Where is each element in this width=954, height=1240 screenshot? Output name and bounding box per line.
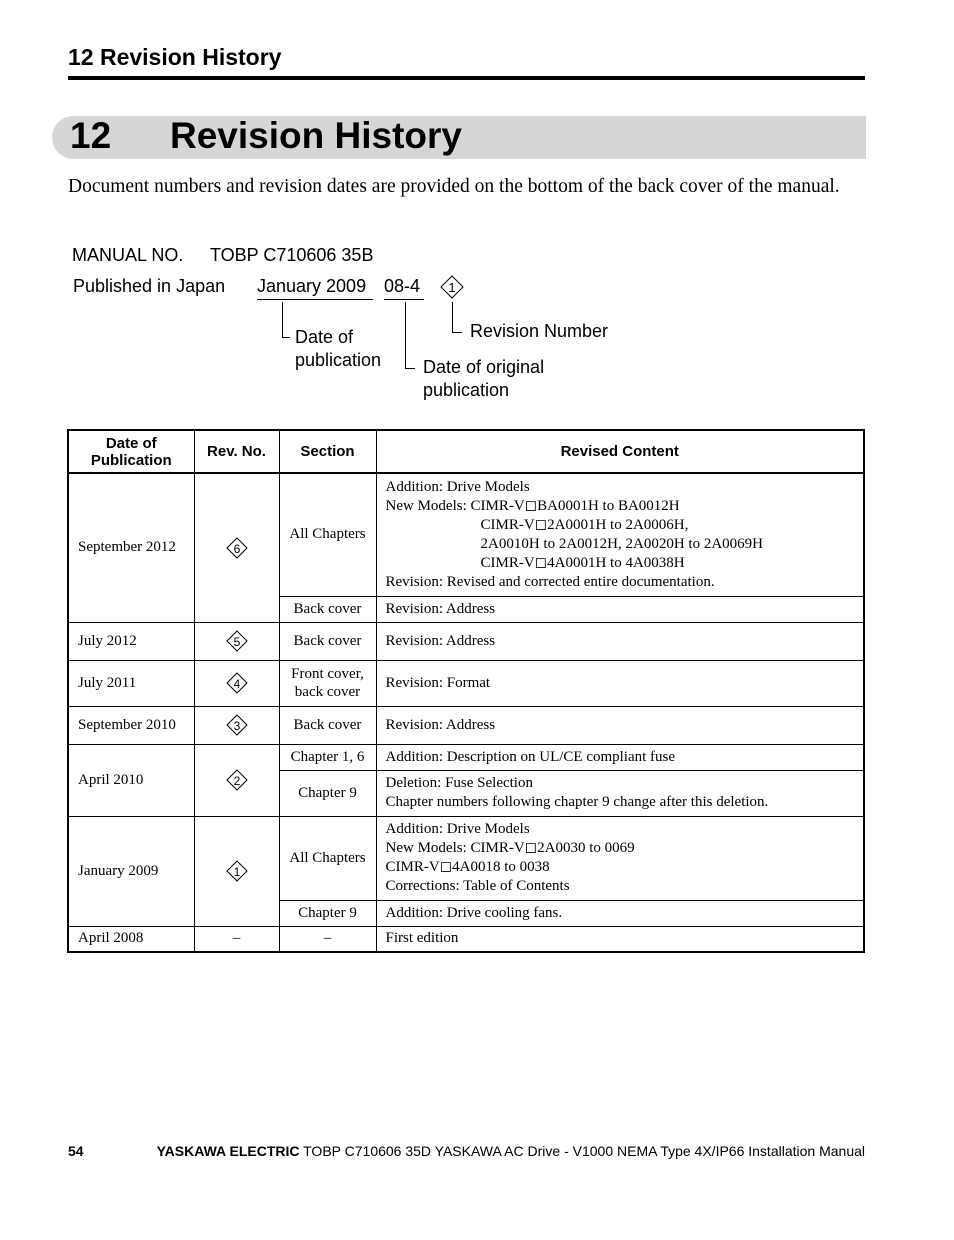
intro-paragraph: Document numbers and revision dates are provided on the bottom of the back cover of the manual. xyxy=(68,176,840,197)
footer-text xyxy=(157,1143,865,1159)
rev-callout-tick xyxy=(452,332,462,333)
header-revised-content: Revised Content xyxy=(376,430,864,473)
publication-date: January 2009 xyxy=(257,276,367,296)
cell-section: All Chapters xyxy=(279,473,376,596)
revision-6-icon xyxy=(226,537,248,559)
cell-content: Addition: Description on UL/CE compliant fuse xyxy=(376,744,864,770)
cell-rev xyxy=(194,622,279,660)
content-line: New Models: CIMR-V◻BA0001H to BA0012H xyxy=(385,497,680,514)
section-line: Front cover, xyxy=(291,666,364,682)
cell-content xyxy=(376,816,864,900)
table-row xyxy=(68,660,864,706)
cell-content: Addition: Drive cooling fans. xyxy=(376,900,864,926)
table-row xyxy=(68,706,864,744)
revision-4-icon xyxy=(226,672,248,694)
cell-rev xyxy=(194,473,279,622)
content-line: New Models: CIMR-V◻2A0030 to 0069 xyxy=(385,840,635,856)
revision-number-icon xyxy=(440,275,464,299)
cell-rev xyxy=(194,706,279,744)
footer-brand: YASKAWA ELECTRIC xyxy=(156,1143,300,1159)
cell-content: Revision: Format xyxy=(376,660,864,706)
svg-text:2: 2 xyxy=(233,774,240,788)
cell-date: July 2011 xyxy=(68,660,194,706)
header-rev-no: Rev. No. xyxy=(194,430,279,473)
table-row xyxy=(68,744,864,770)
cell-content: Revision: Address xyxy=(376,622,864,660)
callout-orig-line1: Date of original xyxy=(423,357,545,377)
callout-date-line1: Date of xyxy=(295,327,354,347)
svg-text:1: 1 xyxy=(233,865,240,879)
header-section: Section xyxy=(279,430,376,473)
content-line: Corrections: Table of Contents xyxy=(385,878,570,894)
published-label: Published in Japan xyxy=(73,276,226,296)
content-line: Revision: Revised and corrected entire documentation. xyxy=(385,573,715,590)
cell-date: January 2009 xyxy=(68,816,194,926)
cell-section: Chapter 9 xyxy=(279,900,376,926)
cell-rev xyxy=(194,660,279,706)
svg-text:6: 6 xyxy=(233,541,240,556)
header-rule xyxy=(68,76,865,80)
cell-date: April 2008 xyxy=(68,926,194,952)
running-header: 12 Revision History xyxy=(68,44,282,70)
date-callout-tick xyxy=(282,337,290,338)
content-line: Chapter numbers following chapter 9 change after this deletion. xyxy=(385,794,769,810)
chapter-number: 12 xyxy=(70,115,112,156)
manual-no-value: TOBP C710606 35B xyxy=(210,245,374,265)
cell-section xyxy=(279,660,376,706)
content-line: Addition: Drive Models xyxy=(385,821,530,837)
cell-section: Chapter 9 xyxy=(279,770,376,816)
cell-content: First edition xyxy=(376,926,864,952)
rev-callout-line xyxy=(452,302,453,332)
cell-section: Back cover xyxy=(279,596,376,622)
content-line: Addition: Drive Models xyxy=(385,478,530,495)
svg-text:5: 5 xyxy=(233,635,240,649)
table-row xyxy=(68,926,864,952)
cell-section: All Chapters xyxy=(279,816,376,900)
revision-history-table xyxy=(67,429,865,953)
cell-section: Back cover xyxy=(279,622,376,660)
table-header-row xyxy=(68,430,864,473)
content-line: CIMR-V◻4A0001H to 4A0038H xyxy=(480,554,685,571)
cell-date: September 2010 xyxy=(68,706,194,744)
callout-date-line2: publication xyxy=(295,350,382,370)
cell-content: Revision: Address xyxy=(376,706,864,744)
content-line: CIMR-V◻2A0001H to 2A0006H, xyxy=(480,516,689,533)
cell-date: September 2012 xyxy=(68,473,194,622)
callout-orig-line2: publication xyxy=(423,380,510,400)
table-row xyxy=(68,473,864,596)
date-underline xyxy=(257,299,373,300)
svg-text:1: 1 xyxy=(448,280,456,295)
revision-1-icon xyxy=(226,860,248,882)
cell-date: July 2012 xyxy=(68,622,194,660)
section-line: back cover xyxy=(294,684,361,700)
cell-content xyxy=(376,770,864,816)
table-row xyxy=(68,622,864,660)
cell-content xyxy=(376,473,864,596)
orig-callout-line xyxy=(405,302,406,368)
content-line: CIMR-V◻4A0018 to 0038 xyxy=(385,859,550,875)
cell-date: April 2010 xyxy=(68,744,194,816)
orig-callout-tick xyxy=(405,368,415,369)
date-callout-line xyxy=(282,302,283,337)
table-row xyxy=(68,816,864,900)
callout-revision-number: Revision Number xyxy=(470,321,609,341)
footer-title: TOBP C710606 35D YASKAWA AC Drive - V1000 NEMA Type 4X/IP66 Installation Manual xyxy=(299,1143,865,1159)
svg-text:4: 4 xyxy=(233,677,240,691)
cell-section: Back cover xyxy=(279,706,376,744)
header-date: Date of Publication xyxy=(68,430,194,473)
original-date: 08-4 xyxy=(384,276,421,296)
cell-rev xyxy=(194,816,279,926)
page-number: 54 xyxy=(68,1143,84,1159)
revision-3-icon xyxy=(226,714,248,736)
cell-section: – xyxy=(279,926,376,952)
cell-rev xyxy=(194,744,279,816)
revision-5-icon xyxy=(226,630,248,652)
cell-rev: – xyxy=(194,926,279,952)
chapter-title: Revision History xyxy=(170,115,462,156)
orig-underline xyxy=(384,299,424,300)
cell-section: Chapter 1, 6 xyxy=(279,744,376,770)
cell-content: Revision: Address xyxy=(376,596,864,622)
revision-2-icon xyxy=(226,769,248,791)
content-line: 2A0010H to 2A0012H, 2A0020H to 2A0069H xyxy=(480,535,763,552)
manual-no-label: MANUAL NO. xyxy=(72,245,184,265)
svg-text:3: 3 xyxy=(233,719,240,733)
content-line: Deletion: Fuse Selection xyxy=(385,775,533,791)
